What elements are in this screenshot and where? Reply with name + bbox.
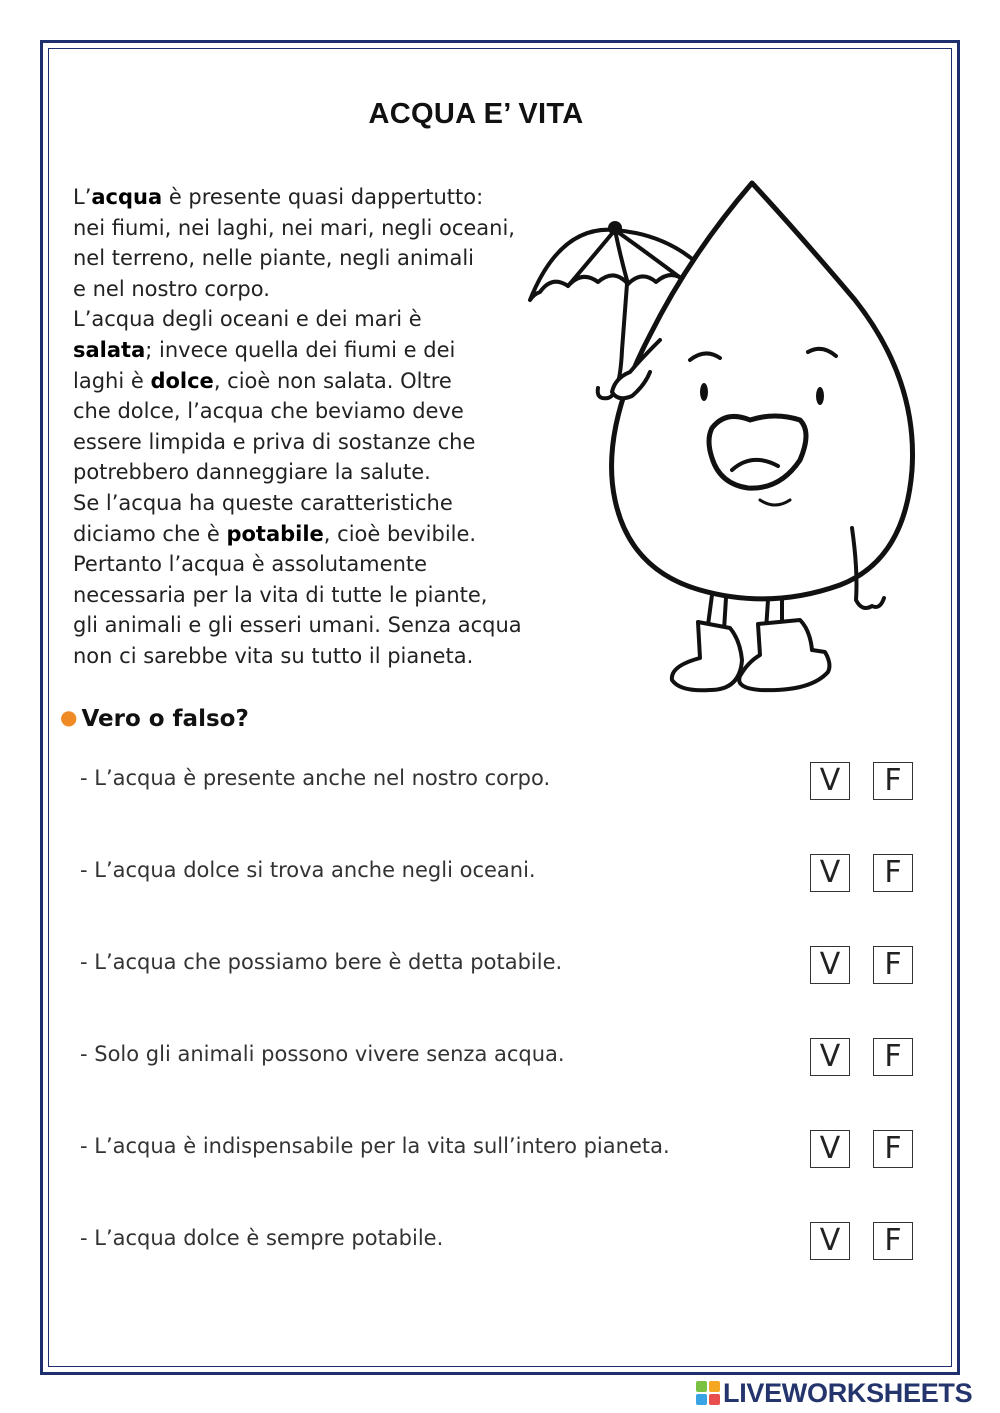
passage-line: Pertanto l’acqua è assolutamente bbox=[73, 552, 428, 577]
liveworksheets-logo-icon bbox=[695, 1380, 721, 1406]
liveworksheets-logo[interactable] bbox=[695, 1378, 972, 1408]
true-checkbox-4[interactable]: V bbox=[810, 1038, 850, 1076]
passage-line: L’acqua è presente quasi dappertutto: bbox=[73, 185, 484, 209]
passage-line: Se l’acqua ha queste caratteristiche bbox=[73, 490, 453, 515]
passage-line: L’acqua degli oceani e dei mari è bbox=[73, 307, 422, 332]
quiz-heading: ● Vero o falso? bbox=[60, 705, 249, 732]
passage-line: potrebbero danneggiare la salute. bbox=[73, 460, 431, 485]
liveworksheets-wordmark: LIVEWORKSHEETS bbox=[723, 1377, 973, 1408]
passage-line: salata; invece quella dei fiumi e dei bbox=[73, 337, 456, 362]
passage-line: e nel nostro corpo. bbox=[73, 276, 270, 301]
passage-line: essere limpida e priva di sostanze che bbox=[73, 429, 476, 454]
reading-passage bbox=[73, 182, 593, 672]
passage-line: non ci sarebbe vita su tutto il pianeta. bbox=[73, 643, 474, 668]
passage-line: che dolce, l’acqua che beviamo deve bbox=[73, 399, 464, 424]
statement-1: - L’acqua è presente anche nel nostro corpo. bbox=[80, 766, 551, 790]
statement-4: - Solo gli animali possono vivere senza acqua. bbox=[80, 1042, 565, 1066]
water-drop-illustration bbox=[520, 175, 930, 700]
passage-line: nei fiumi, nei laghi, nei mari, negli oceani, bbox=[73, 215, 515, 240]
true-checkbox-2[interactable]: V bbox=[810, 854, 850, 892]
statement-6: - L’acqua dolce è sempre potabile. bbox=[80, 1226, 444, 1250]
true-checkbox-3[interactable]: V bbox=[810, 946, 850, 984]
passage-line: gli animali e gli esseri umani. Senza acqua bbox=[73, 613, 522, 638]
statement-3: - L’acqua che possiamo bere è detta potabile. bbox=[80, 950, 563, 974]
true-checkbox-1[interactable]: V bbox=[810, 762, 850, 800]
false-checkbox-3[interactable]: F bbox=[873, 946, 913, 984]
false-checkbox-4[interactable]: F bbox=[873, 1038, 913, 1076]
statement-2: - L’acqua dolce si trova anche negli oceani. bbox=[80, 858, 536, 882]
worksheet-title: ACQUA E’ VITA bbox=[368, 98, 584, 130]
bullet-icon: ● bbox=[60, 705, 78, 729]
false-checkbox-1[interactable]: F bbox=[873, 762, 913, 800]
statement-5: - L’acqua è indispensabile per la vita sull’intero pianeta. bbox=[80, 1134, 670, 1158]
passage-line: laghi è dolce, cioè non salata. Oltre bbox=[73, 368, 452, 393]
true-checkbox-5[interactable]: V bbox=[810, 1130, 850, 1168]
false-checkbox-2[interactable]: F bbox=[873, 854, 913, 892]
passage-line: diciamo che è potabile, cioè bevibile. bbox=[73, 521, 477, 546]
passage-line: necessaria per la vita di tutte le piante, bbox=[73, 582, 488, 607]
passage-line: nel terreno, nelle piante, negli animali bbox=[73, 246, 475, 271]
true-checkbox-6[interactable]: V bbox=[810, 1222, 850, 1260]
false-checkbox-5[interactable]: F bbox=[873, 1130, 913, 1168]
false-checkbox-6[interactable]: F bbox=[873, 1222, 913, 1260]
